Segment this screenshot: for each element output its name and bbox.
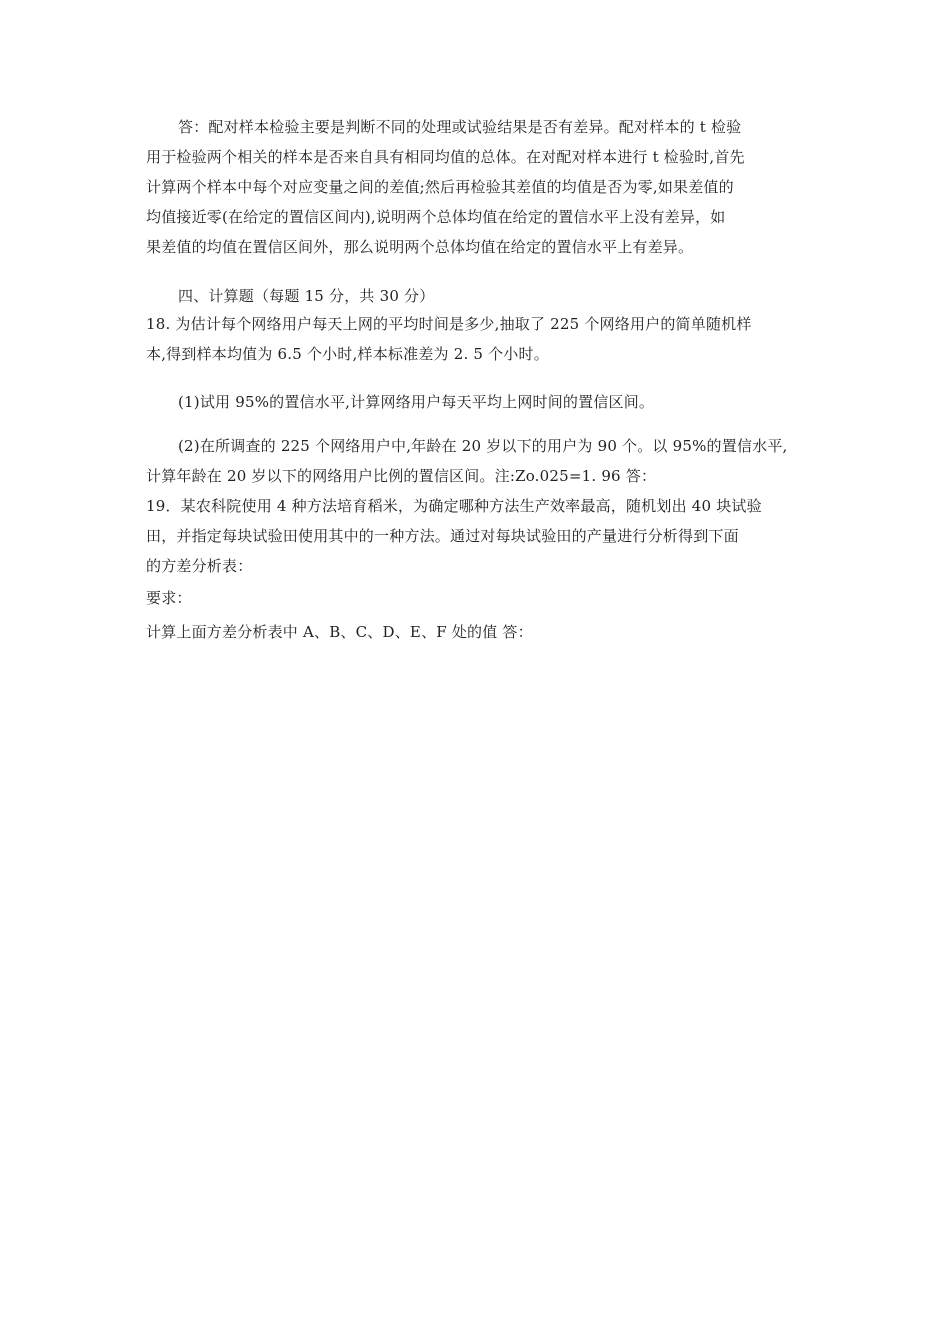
- requirement-text: 计算上面方差分析表中 A、B、C、D、E、F 处的值 答：: [146, 623, 533, 641]
- question-18-line-2: 本,得到样本均值为 6.5 个小时,样本标准差为 2. 5 个小时。: [146, 345, 549, 363]
- question-18-part-1: (1)试用 95%的置信水平,计算网络用户每天平均上网时间的置信区间。: [178, 393, 655, 411]
- answer-line-4: 均值接近零(在给定的置信区间内),说明两个总体均值在给定的置信水平上没有差异，如: [146, 208, 726, 226]
- question-18-part-2-line-1: (2)在所调查的 225 个网络用户中,年龄在 20 岁以下的用户为 90 个。以 95%的置信水平,: [178, 437, 788, 455]
- question-19-line-2: 田，并指定每块试验田使用其中的一种方法。通过对每块试验田的产量进行分析得到下面: [146, 527, 739, 545]
- question-18-part-2-line-2: 计算年龄在 20 岁以下的网络用户比例的置信区间。注:Zo.025=1. 96 答：: [146, 467, 657, 485]
- answer-line-2: 用于检验两个相关的样本是否来自具有相同均值的总体。在对配对样本进行 t 检验时,首先: [146, 148, 745, 166]
- question-18-line-1: 18. 为估计每个网络用户每天上网的平均时间是多少,抽取了 225 个网络用户的简单随机样: [146, 315, 752, 333]
- section-heading: 四、计算题（每题 15 分，共 30 分）: [178, 287, 435, 305]
- requirement-label: 要求：: [146, 589, 192, 607]
- answer-line-1: 答：配对样本检验主要是判断不同的处理或试验结果是否有差异。配对样本的 t 检验: [178, 118, 742, 136]
- question-19-line-3: 的方差分析表：: [146, 557, 253, 575]
- answer-line-5: 果差值的均值在置信区间外，那么说明两个总体均值在给定的置信水平上有差异。: [146, 238, 694, 256]
- question-19-line-1: 19．某农科院使用 4 种方法培育稻米，为确定哪种方法生产效率最高，随机划出 40 块试验: [146, 497, 762, 515]
- answer-line-3: 计算两个样本中每个对应变量之间的差值;然后再检验其差值的均值是否为零,如果差值的: [146, 178, 734, 196]
